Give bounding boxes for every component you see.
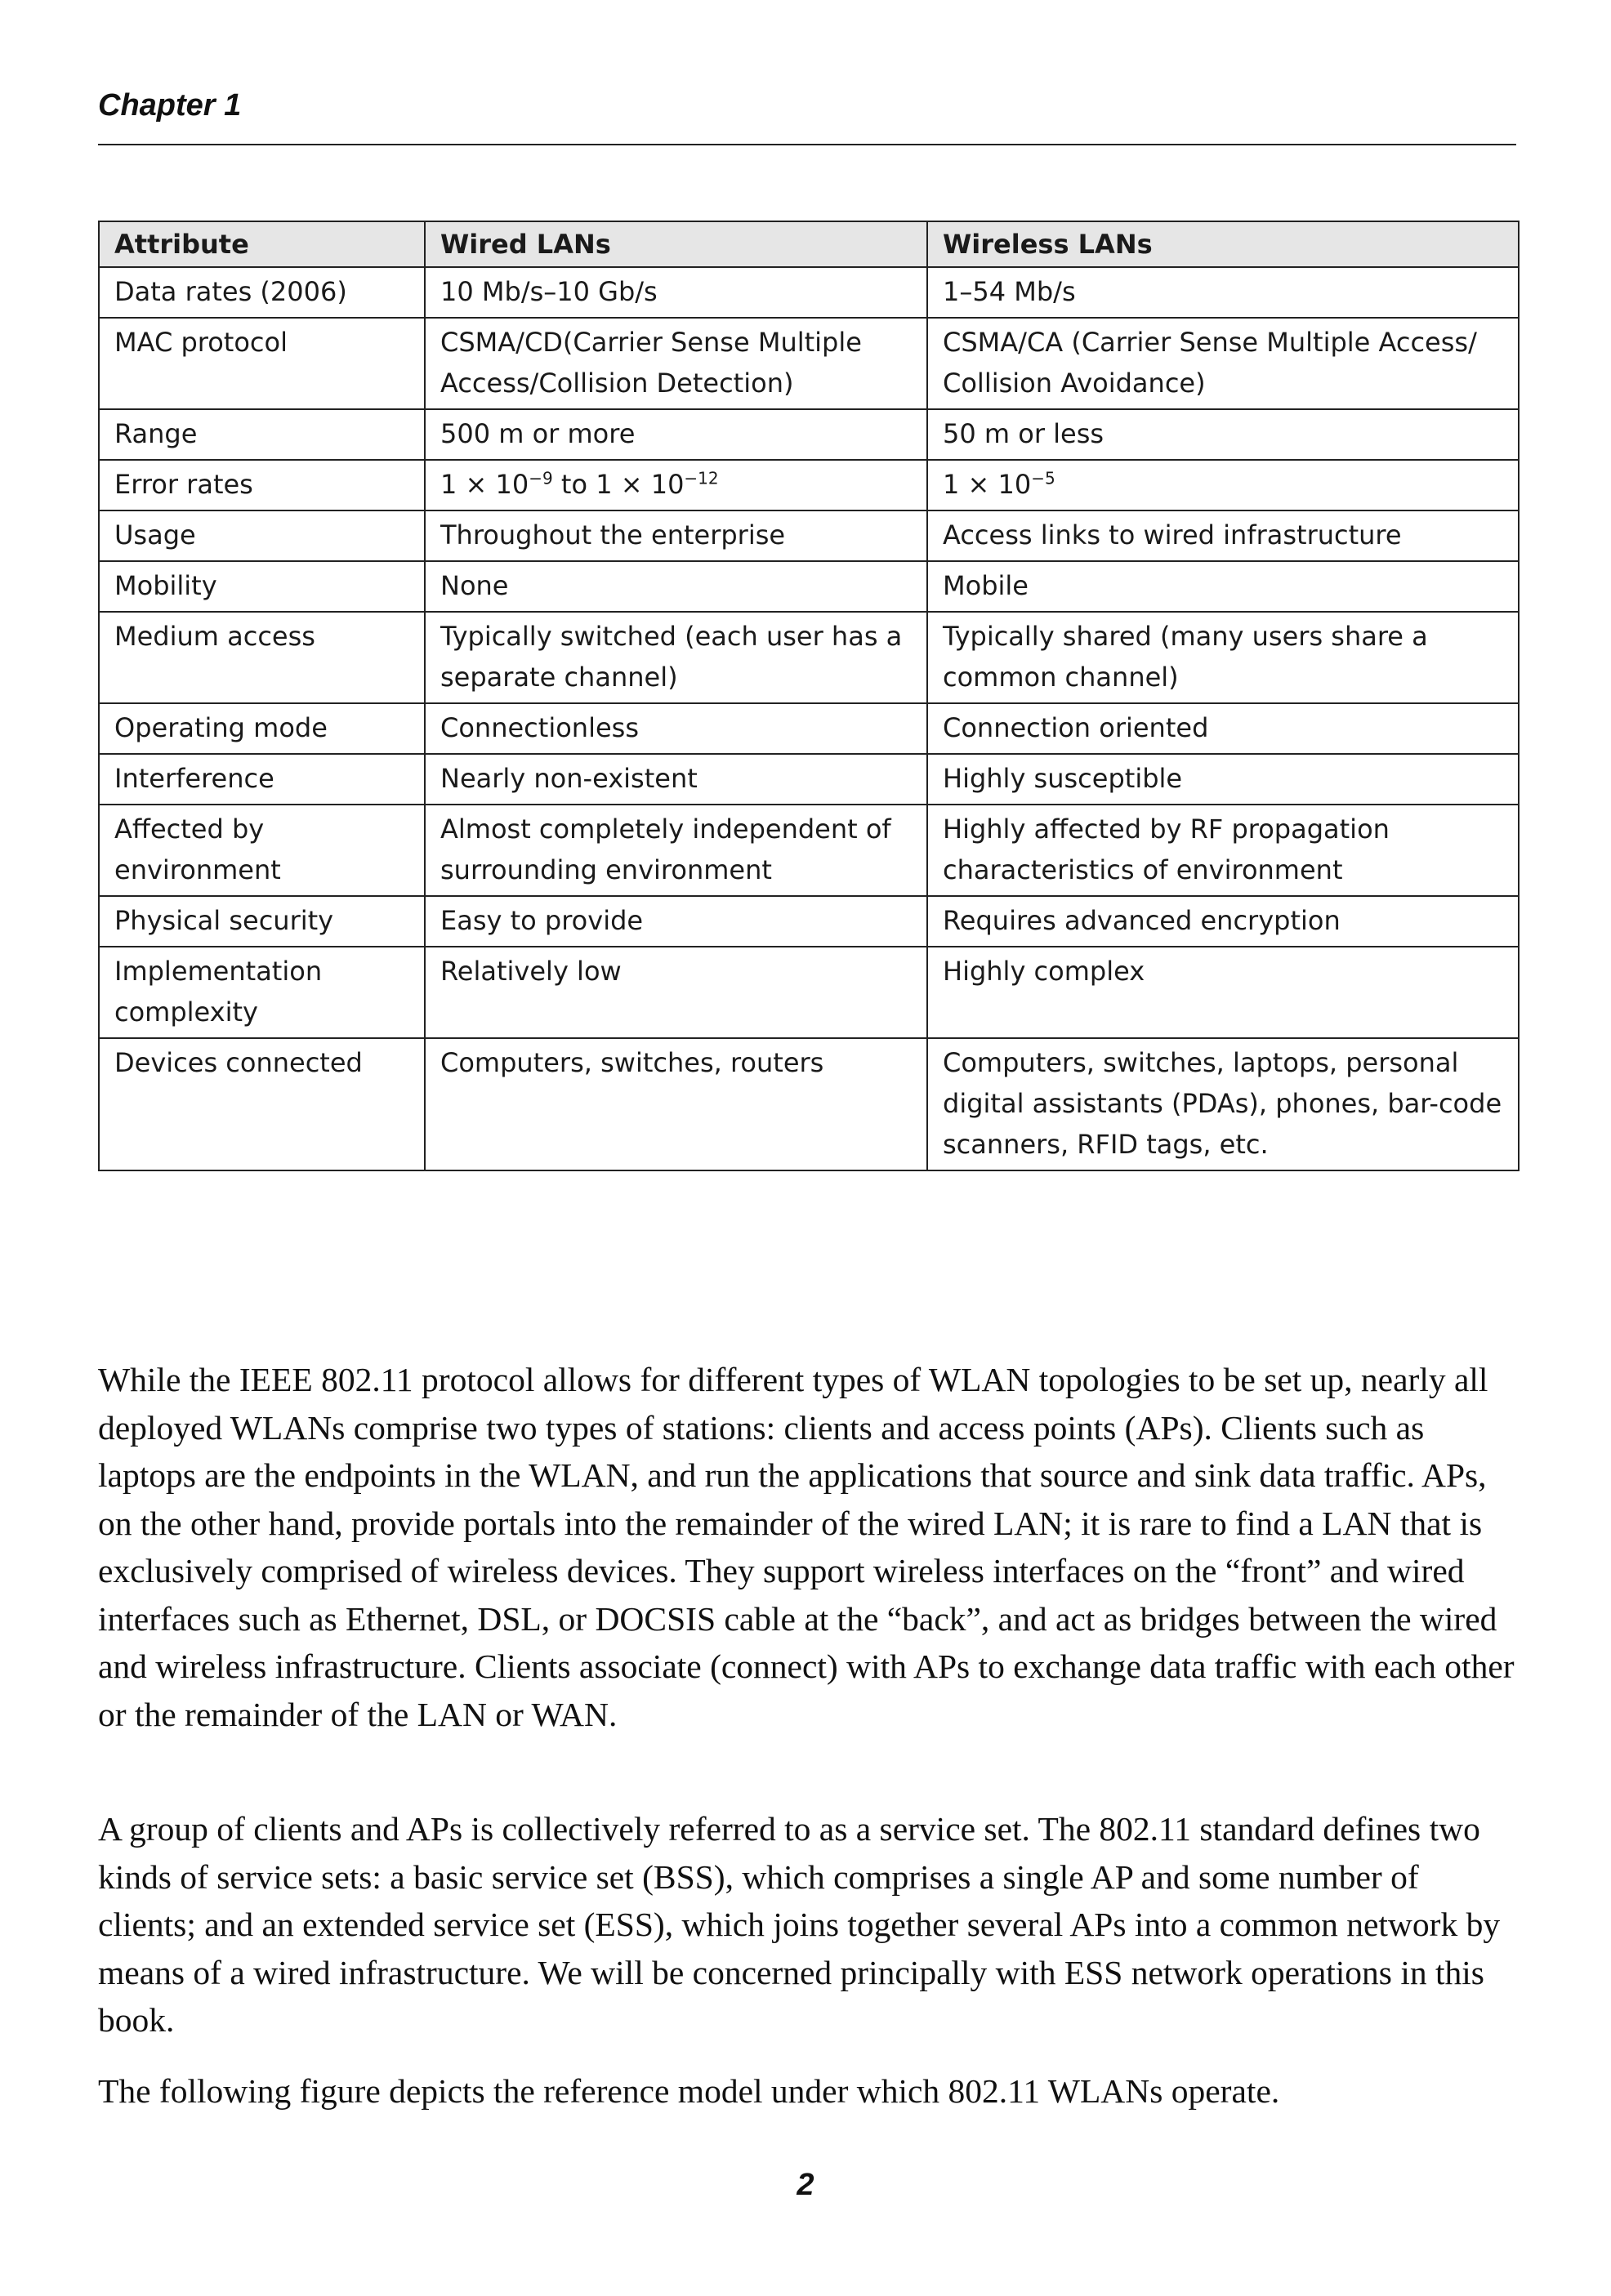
table-cell: Range [99,409,425,460]
table-cell: Data rates (2006) [99,267,425,318]
error-rate-wired-cell [425,460,927,510]
table-cell: Connection oriented [927,703,1519,754]
error-rate-base: 1 × 10 [596,469,685,500]
table-cell: Physical security [99,896,425,947]
table-header-row [99,221,1519,267]
table-row [99,1038,1519,1170]
table-cell: 1–54 Mb/s [927,267,1519,318]
table-cell: Implementation complexity [99,947,425,1038]
table-cell: Medium access [99,612,425,703]
comparison-table [98,221,1520,1171]
error-rate-separator: to [552,469,596,500]
table-cell: 50 m or less [927,409,1519,460]
table-cell: Access links to wired infrastructure [927,510,1519,561]
table-row [99,805,1519,896]
error-rate-wireless-cell [927,460,1519,510]
error-rate-exponent: −5 [1031,468,1055,488]
column-header: Wired LANs [425,221,927,267]
error-rate-base: 1 × 10 [440,469,529,500]
table-row [99,612,1519,703]
table-cell: MAC protocol [99,318,425,409]
table-row [99,561,1519,612]
error-rate-exponent: −9 [529,468,553,488]
table-cell: Requires advanced encryption [927,896,1519,947]
table-cell: Computers, switches, laptops, personal digital assistants (PDAs), phones, bar-code scanners, RFID tags, etc. [927,1038,1519,1170]
body-paragraph: A group of clients and APs is collectively referred to as a service set. The 802.11 standard defines two kinds of service sets: a basic service set (BSS), which comprises a single AP and some number of clients; and an extended service set (ESS), which joins together several APs into a common network by means of a wired infrastructure. We will be concerned principally with ESS network operations in this book. [98,1810,1501,2039]
table-row [99,318,1519,409]
column-header: Attribute [99,221,425,267]
body-paragraph: While the IEEE 802.11 protocol allows for different types of WLAN topologies to be set up, nearly all deployed WLANs comprise two types of stations: clients and access points (APs). Clients such as laptops are the endpoints in the WLAN, and run the applications that source and sink data traffic. APs, on the other hand, provide portals into the remainder of the wired LAN; it is rare to find a LAN that is exclusively comprised of wireless devices. They support wireless interfaces on the “front” and wired interfaces such as Ethernet, DSL, or DOCSIS cable at the “back”, and act as bridges between the wired and wireless infrastructure. Clients associate (connect) with APs to exchange data traffic with each other or the remainder of the LAN or WAN. [98,1361,1515,1733]
table-cell: CSMA/CD(Carrier Sense Multiple Access/Collision Detection) [425,318,927,409]
table-cell: Highly affected by RF propagation characteristics of environment [927,805,1519,896]
table-cell: Usage [99,510,425,561]
header-rule [98,144,1516,145]
table-row [99,510,1519,561]
table-cell: Nearly non-existent [425,754,927,805]
table-cell: None [425,561,927,612]
page-number: 2 [797,2168,814,2202]
body-paragraph: The following figure depicts the reference model under which 802.11 WLANs operate. [98,2072,1280,2110]
table-cell: Connectionless [425,703,927,754]
table-row [99,754,1519,805]
table-row [99,896,1519,947]
table-cell: Interference [99,754,425,805]
table-cell: Almost completely independent of surrounding environment [425,805,927,896]
table-cell: 10 Mb/s–10 Gb/s [425,267,927,318]
table-cell: Error rates [99,460,425,510]
table-cell: 500 m or more [425,409,927,460]
table-row [99,460,1519,510]
table-cell: Easy to provide [425,896,927,947]
table-cell: Computers, switches, routers [425,1038,927,1170]
table-cell: Highly complex [927,947,1519,1038]
table-cell: Typically switched (each user has a separate channel) [425,612,927,703]
table-cell: Affected by environment [99,805,425,896]
table-cell: Relatively low [425,947,927,1038]
column-header: Wireless LANs [927,221,1519,267]
table-cell: Throughout the enterprise [425,510,927,561]
table-cell: Highly susceptible [927,754,1519,805]
table-cell: Devices connected [99,1038,425,1170]
table-row [99,267,1519,318]
table-cell: Operating mode [99,703,425,754]
error-rate-base: 1 × 10 [943,469,1032,500]
table-cell: Mobility [99,561,425,612]
chapter-heading: Chapter 1 [98,88,242,123]
table-cell: Mobile [927,561,1519,612]
error-rate-exponent: −12 [684,468,719,488]
table-cell: CSMA/CA (Carrier Sense Multiple Access/ Collision Avoidance) [927,318,1519,409]
table-cell: Typically shared (many users share a common channel) [927,612,1519,703]
table-row [99,947,1519,1038]
table-row [99,409,1519,460]
table-row [99,703,1519,754]
